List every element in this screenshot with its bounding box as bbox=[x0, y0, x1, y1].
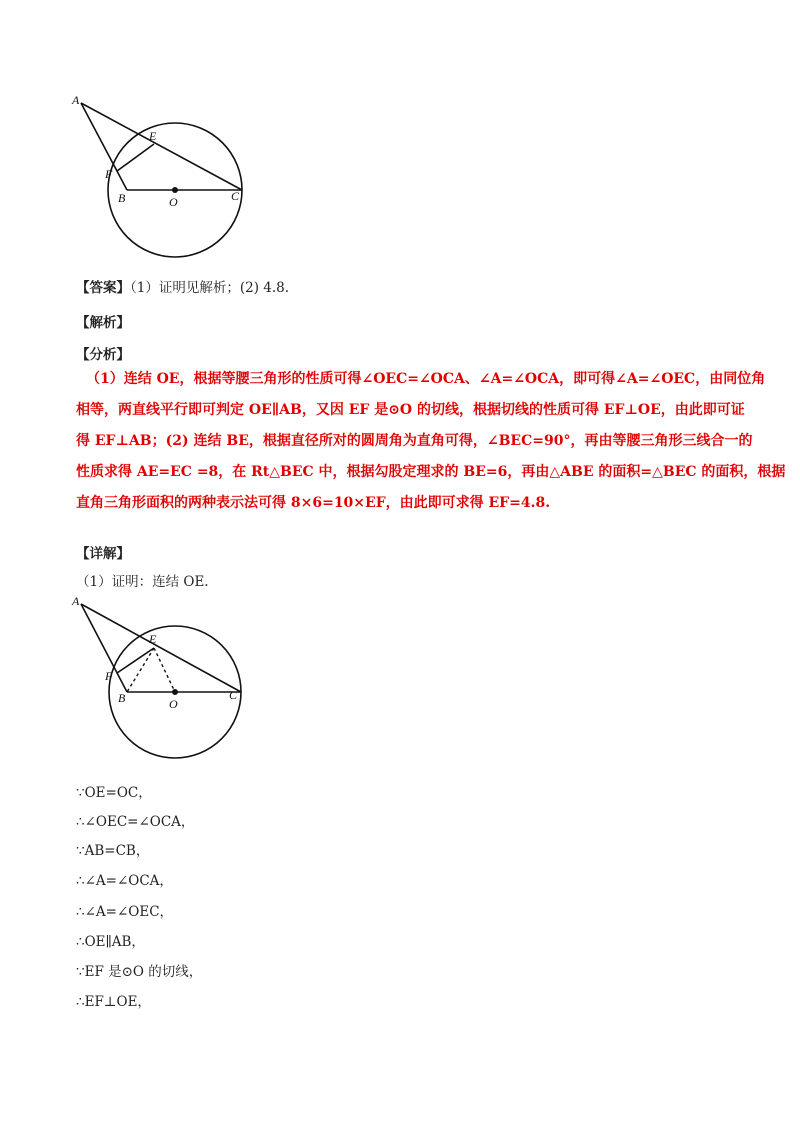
jiexi-heading: 【解析】 bbox=[76, 315, 130, 331]
label-b: B bbox=[118, 191, 126, 205]
label-a: A bbox=[72, 594, 80, 608]
label-b: B bbox=[118, 691, 126, 705]
center-point-o bbox=[172, 187, 178, 193]
label-f: F bbox=[105, 167, 113, 181]
analysis-paragraph bbox=[76, 364, 786, 519]
proof-step: ∴∠A=∠OCA， bbox=[76, 873, 173, 889]
proof-step: ∴∠A=∠OEC， bbox=[76, 904, 174, 920]
analysis-line-1: （1）连结 OE，根据等腰三角形的性质可得∠OEC=∠OCA、∠A=∠OCA，即可得∠A=∠OEC，由同位角 bbox=[86, 371, 766, 387]
analysis-line-5: 直角三角形面积的两种表示法可得 8×6=10×EF，由此即可求得 EF=4.8. bbox=[76, 495, 551, 511]
label-c: C bbox=[229, 688, 238, 702]
proof-step: ∵OE=OC， bbox=[76, 785, 152, 801]
circle-diagram-2 bbox=[66, 590, 256, 770]
label-c: C bbox=[231, 189, 240, 203]
answer-text: （1）证明见解析；(2) 4.8. bbox=[130, 280, 290, 296]
label-e: E bbox=[149, 129, 157, 143]
label-f: F bbox=[105, 669, 113, 683]
circle-diagram-1 bbox=[66, 88, 256, 278]
proof-step: ∵AB=CB， bbox=[76, 843, 150, 859]
geometry-figure-2 bbox=[66, 590, 256, 770]
label-o: O bbox=[169, 195, 178, 209]
answer-line bbox=[76, 276, 289, 296]
answer-heading: 【答案】 bbox=[76, 280, 130, 296]
analysis-line-2: 相等，两直线平行即可判定 OE∥AB，又因 EF 是⊙O 的切线，根据切线的性质可得 EF⊥OE，由此即可证 bbox=[76, 402, 745, 418]
label-a: A bbox=[72, 93, 80, 107]
proof-intro: （1）证明：连结 OE. bbox=[76, 574, 209, 590]
analysis-line-3: 得 EF⊥AB；(2) 连结 BE，根据直径所对的圆周角为直角可得，∠BEC=90°，再由等腰三角形三线合一的 bbox=[76, 433, 753, 449]
proof-step: ∴∠OEC=∠OCA， bbox=[76, 814, 195, 830]
xiangjie-heading: 【详解】 bbox=[76, 546, 130, 562]
label-o: O bbox=[169, 697, 178, 711]
analysis-line-4: 性质求得 AE=EC =8，在 Rt△BEC 中，根据勾股定理求的 BE=6，再由△ABE 的面积=△BEC 的面积，根据 bbox=[76, 464, 786, 480]
geometry-figure-1 bbox=[66, 88, 256, 278]
fenxi-heading: 【分析】 bbox=[76, 347, 130, 363]
proof-step: ∴OE∥AB， bbox=[76, 934, 145, 950]
label-e: E bbox=[149, 632, 157, 646]
center-point-o bbox=[172, 689, 178, 695]
proof-step: ∵EF 是⊙O 的切线， bbox=[76, 964, 203, 980]
proof-step: ∴EF⊥OE， bbox=[76, 994, 151, 1010]
dashed-line-be bbox=[127, 648, 154, 692]
